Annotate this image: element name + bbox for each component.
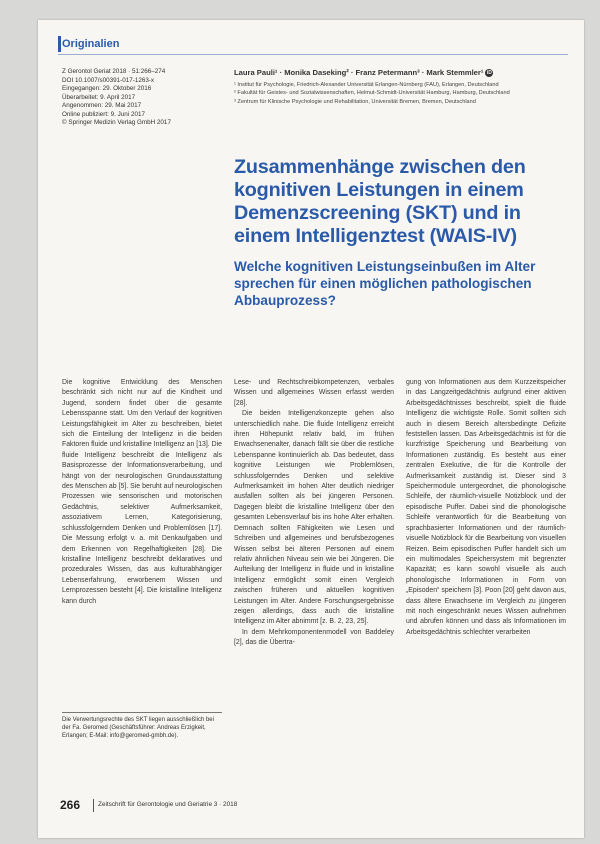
body-column-1 xyxy=(62,378,222,607)
body-columns xyxy=(62,378,570,708)
header-rule xyxy=(58,54,568,55)
section-tag-bar xyxy=(58,36,61,52)
article-subtitle: Welche kognitiven Leistungseinbußen im Alter sprechen für einen möglichen pathologischen Abbauprozess? xyxy=(234,259,536,308)
publication-meta xyxy=(62,68,222,128)
meta-line: Z Gerontol Geriat 2018 · 51:266–274 xyxy=(62,68,166,75)
meta-line: Online publiziert: 9. Juni 2017 xyxy=(62,110,145,118)
section-tag: Originalien xyxy=(62,38,120,50)
page-number: 266 xyxy=(60,798,81,812)
footnote: Die Verwertungsrechte des SKT liegen ausschließlich bei der Fa. Geromed (Geschäftsführer: Andreas Erzigkeit, Erlangen; E-Mail: info@geromed-gmbh.de). xyxy=(62,712,222,740)
body-column-2 xyxy=(234,378,394,649)
paragraph: gung von Informationen aus dem Kurzzeitspeicher in das Langzeitgedächtnis aufgrund einer aktiven Arbeitsgedächtnisses beschreibt, spielt die fluide Intelligenz die wichtigste Rolle. Somit sollten sich auch in diesem Bereich altersbedingte Defizite feststellen lassen. Das Arbeitsgedächtnis ist für die kurzfristige Speicherung und Bearbeitung von Informationen zuständig. Es besteht aus einer zentralen Exekutive, die für die Kontrolle der Aufmerksamkeit zuständig ist. Dieser sind 3 Speichermodule untergeordnet, die phonologische Schleife, der räumlich-visuelle Notizblock und der episodische Puffer. Dabei sind die phonologische Schleife verantwortlich für die Bearbeitung von sprachbasierter Informationen und der räumlich-visuelle Notizblock für die Bearbeitung von visuellen Reizen. Beim episodischen Puffer handelt sich um ein multimodales Speichersystem mit begrenzter Kapazität; es kann sowohl visuelle als auch phonologische Informationen in Form von „Episoden“ speichern [3]. Poon [20] geht davon aus, dass ältere Erwachsene im Vergleich zu jüngeren mit noch eingeschränkt neues Wissen aufnehmen und abrufen können und dass als Informationen im Arbeitsgedächtnis schlechter verarbeiten xyxy=(406,379,566,636)
article-title: Zusammenhänge zwischen den kognitiven Leistungen in einem Demenzscreening (SKT) und in einem Intelligenztest (WAIS-IV) xyxy=(234,156,526,247)
paragraph: Lese- und Rechtschreibkompetenzen, verbales Wissen und allgemeines Wissen erfasst werden [28]. xyxy=(234,379,394,407)
meta-line: Angenommen: 29. Mai 2017 xyxy=(62,102,142,109)
affiliation: ² Fakultät für Geistes- und Sozialwissenschaften, Helmut-Schmidt-Universität Hamburg, Hamburg, Deutschland xyxy=(234,90,510,97)
paragraph: Die kognitive Entwicklung des Menschen beschränkt sich nicht nur auf die Kindheit und Jugend, sondern findet über die gesamte Lebensspanne statt. Um den Verlauf der kognitiven Leistungsfähigkeit im Alter zu beschreiben, bietet sich die Einteilung der Intelligenz in die beiden Faktoren fluide und kristalline Intelligenz an [13]. Die fluide Intelligenz beschreibt die Intelligenz als Basisprozesse der Informationsverarbeitung, und hängt von der neurologischen Grundausstattung des Menschen ab [5]. Sie beruht auf neurologischen Prozessen wie sensorischen und motorischen Gedächtnis, selektiver Aufmerksamkeit, assoziativem Lernen, Kategorisierung, schlussfolgerndem Denken und Problemlösen [17]. Die Messung erfolgt v. a. mit Denkaufgaben und dem Erkennen von Regelhaftigkeiten [28]. Die kristalline Intelligenz beschreibt deklaratives und prozedurales Wissen, das aus kulturabhängiger Lebenserfahrung, erworbenem Wissen und Lernprozessen besteht [4]. Die kristalline Intelligenz kann durch xyxy=(62,379,222,605)
affiliations xyxy=(234,82,574,107)
author-list xyxy=(234,68,574,77)
meta-line: Eingegangen: 29. Oktober 2016 xyxy=(62,85,152,92)
journal-page xyxy=(38,20,584,838)
journal-name: Zeitschrift für Gerontologie und Geriatrie 3 · 2018 xyxy=(98,801,238,808)
meta-line: Überarbeitet: 9. April 2017 xyxy=(62,93,136,101)
paragraph: In dem Mehrkomponentenmodell von Baddeley [2], das die Übertra- xyxy=(234,628,394,647)
affiliation: ¹ Institut für Psychologie, Friedrich-Alexander Universität Erlangen-Nürnberg (FAU), Erlangen, Deutschland xyxy=(234,82,499,88)
affiliation: ³ Zentrum für Klinische Psychologie und Rehabilitation, Universität Bremen, Bremen, Deutschland xyxy=(234,98,476,105)
footer-divider xyxy=(93,799,94,812)
author-line: Laura Pauli¹ · Monika Daseking² · Franz Petermann³ · Mark Stemmler¹ xyxy=(234,68,484,77)
paragraph: Die beiden Intelligenzkonzepte gehen also unterschiedlich nahe. Die fluide Intelligenz erreicht ihren Höhepunkt relativ bald, im frühen Erwachsenenalter, danach fällt sie über die restliche Lebenspanne kontinuierlich ab. Das bedeutet, dass kognitive Leistungen wie Problemlösen, schlussfolgerndes Denken und selektive Aufmerksamkeit im hohen Alter deutlich niedriger ausfallen sollten als bei jüngeren Personen. Dagegen bleibt die kristalline Intelligenz über den gesamten Lebensverlauf bis ins hohe Alter erhalten. Demnach sollten Fähigkeiten wie Lesen und Schreiben und allgemeines und berufsbezogenes Wissen selbst bei älteren Personen auf einem relativ ähnlichen Niveau sein wie bei Jüngeren. Die Aufteilung der Intelligenz in fluide und in kristalline Intelligenz ermöglicht somit einen Vergleich zwischen früheren und aktuellen kognitiven Leistungen im Alter. Andere Forschungsergebnisse zeigen allerdings, dass auch die kristalline Intelligenz im Alter abnimmt [z. B. 2, 23, 25]. xyxy=(234,410,394,626)
meta-line: DOI 10.1007/s00391-017-1263-x xyxy=(62,76,155,84)
meta-line: © Springer Medizin Verlag GmbH 2017 xyxy=(62,119,171,126)
orcid-icon[interactable]: iD xyxy=(486,70,492,76)
body-column-3 xyxy=(406,378,566,638)
